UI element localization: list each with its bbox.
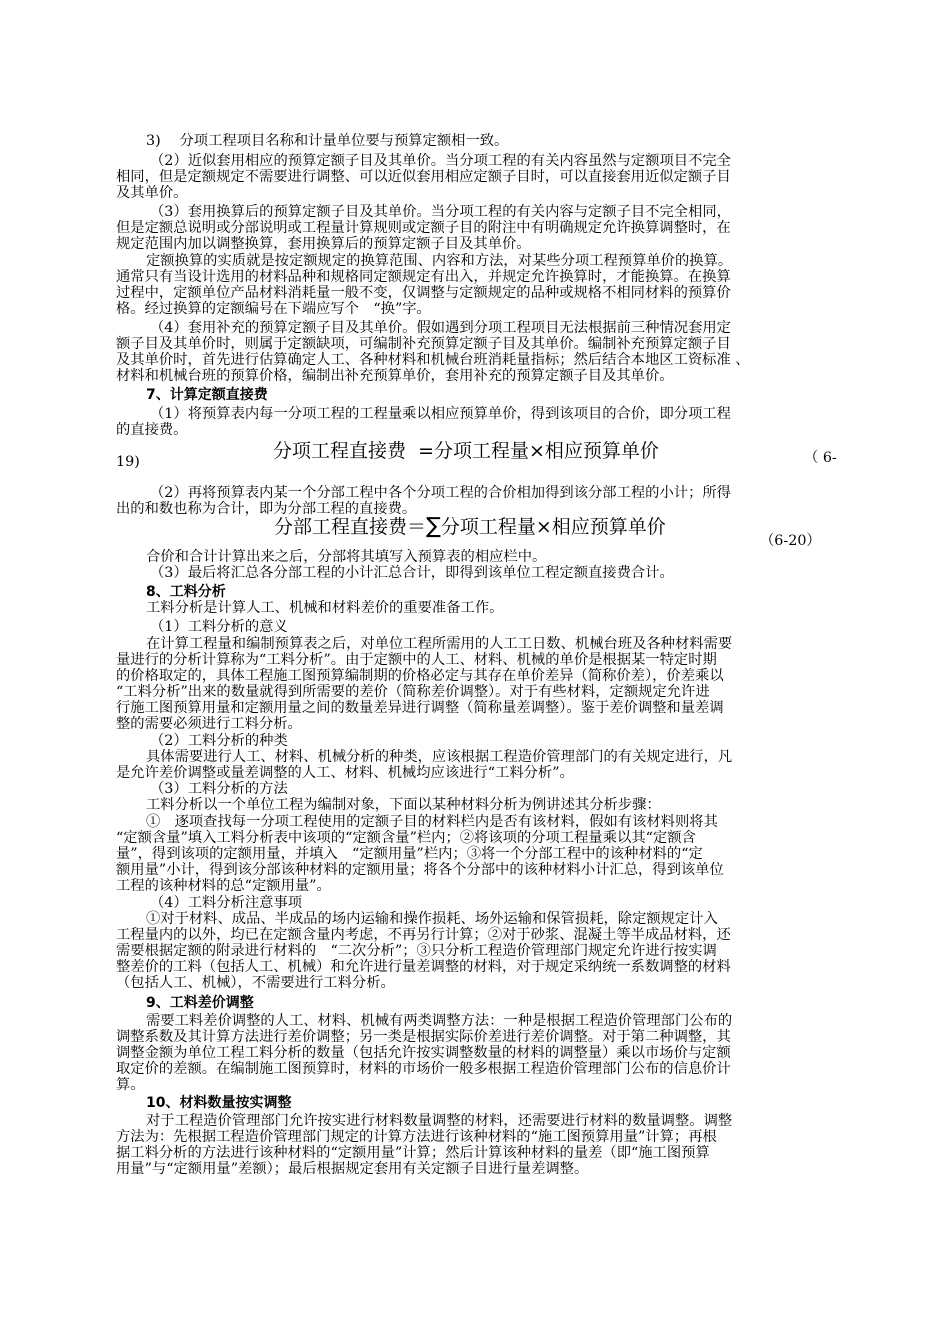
text-line: 及其单价时，首先进行估算确定人工、各种材料和机械台班消耗量指标；然后结合本地区工资标准 、 <box>116 352 750 368</box>
text-line: 工料分析以一个单位工程为编制对象，下面以某种材料分析为例讲述其分析步骤： <box>146 797 661 813</box>
text-line: （4）工料分析注意事项 <box>150 895 303 911</box>
text-line: 工料分析是计算人工、机械和材料差价的重要准备工作。 <box>146 600 504 616</box>
text-line: 工程的该种材料的总“定额用量”。 <box>116 878 331 894</box>
text-line: “定额含量”填入工料分析表中该项的“定额含量”栏内；②将该项的分项工程量乘以其“定额含 <box>116 830 696 846</box>
text-line: （4）套用补充的预算定额子目及其单价。假如遇到分项工程项目无法根据前三种情况套用定 <box>150 320 731 336</box>
text-line: （3）工料分析的方法 <box>150 781 288 797</box>
summation-symbol: ∑ <box>426 514 441 539</box>
text-line: （3）套用换算后的预算定额子目及其单价。当分项工程的有关内容与定额子目不完全相同， <box>150 204 731 220</box>
text-line: 3) 分项工程项目名称和计量单位要与预算定额相一致。 <box>146 133 509 149</box>
text-line: 合价和合计计算出来之后，分部将其填写入预算表的相应栏中。 <box>146 549 547 565</box>
text-line: 通常只有当设计选用的材料品种和规格同定额规定有出入，并规定允许换算时，才能换算。在换算 <box>116 269 731 285</box>
text-line: 算。 <box>116 1077 145 1093</box>
text-line: 对于工程造价管理部门允许按实进行材料数量调整的材料，还需要进行材料的数量调整。调整 <box>146 1113 733 1129</box>
text-line: 取定价的差额。在编制施工图预算时，材料的市场价一般多根据工程造价管理部门公布的信息价计 <box>116 1061 731 1077</box>
section-heading: 8、工料分析 <box>146 584 226 600</box>
text-line: 规定范围内加以调整换算，套用换算后的预算定额子目及其单价。 <box>116 236 531 252</box>
text-line: 在计算工程量和编制预算表之后，对单位工程所需用的人工工日数、机械台班及各种材料需要 <box>146 636 733 652</box>
text-line: 材料和机械台班的预算价格，编制出补充预算单价，套用补充的预算定额子目及其单价。 <box>116 368 674 384</box>
text-line: 量进行的分析计算称为“工料分析”。由于定额中的人工、材料、机械的单价是根据某一特定时期 <box>116 652 717 668</box>
text-line: 具体需要进行人工、材料、机械分析的种类，应该根据工程造价管理部门的有关规定进行，凡 <box>146 749 733 765</box>
section-heading: 7、计算定额直接费 <box>146 387 268 403</box>
formula-6-19 <box>273 440 659 462</box>
text-line: 调整金额为单位工程工料分析的数量（包括允许按实调整数量的材料的调整量）乘以市场价与定额 <box>116 1045 731 1061</box>
formula-6-19-left: 分项工程直接费 <box>273 440 407 462</box>
text-line: 定额换算的实质就是按定额规定的换算范围、内容和方法，对某些分项工程预算单价的换算。 <box>146 253 733 269</box>
text-line: 整差价的工料（包括人工、机械）和允许进行量差调整的材料，对于规定采纳统一系数调整的材料 <box>116 959 731 975</box>
formula-6-19-right: =分项工程量×相应预算单价 <box>418 440 659 462</box>
text-line: （1）工料分析的意义 <box>150 619 288 635</box>
text-line: （2）工料分析的种类 <box>150 733 288 749</box>
text-line: 量”，得到该项的定额用量，并填入 “定额用量”栏内；③将一个分部工程中的该种材料的“定 <box>116 846 703 862</box>
text-line: 出的和数也称为合计，即为分部工程的直接费。 <box>116 501 417 517</box>
text-line: （包括人工、机械），不需要进行工料分析。 <box>116 975 395 991</box>
text-line: 格。经过换算的定额编号在下端应写个 “换”字。 <box>116 301 431 317</box>
text-line: 的价格取定的，具体工程施工图预算编制期的价格必定与其存在单价差异（简称价差），价差乘以 <box>116 668 724 684</box>
text-line: 是允许差价调整或量差调整的人工、材料、机械均应该进行“工料分析”。 <box>116 765 574 781</box>
text-line: 但是定额总说明或分部说明或工程量计算规则或定额子目的附注中有明确规定允许换算调整时，在 <box>116 220 731 236</box>
text-line: （2）近似套用相应的预算定额子目及其单价。当分项工程的有关内容虽然与定额项目不完全 <box>150 153 731 169</box>
text-line: 需要工料差价调整的人工、材料、机械有两类调整方法：一种是根据工程造价管理部门公布的 <box>146 1013 733 1029</box>
text-line: 相同，但是定额规定不需要进行调整、可以近似套用相应定额子目时，可以直接套用近似定额子目 <box>116 169 731 185</box>
equation-number-6-20: （6-20） <box>760 533 821 549</box>
formula-6-20 <box>274 516 666 538</box>
formula-6-20-left: 分部工程直接费＝ <box>274 516 427 538</box>
text-line: 额用量”小计，得到该分部该种材料的定额用量；将各个分部中的该种材料小计汇总，得到该单位 <box>116 862 724 878</box>
text-line: （2）再将预算表内某一个分部工程中各个分项工程的合价相加得到该分部工程的小计；所得 <box>150 485 731 501</box>
equation-number-6-19: （ 6- <box>804 450 837 466</box>
section-heading: 9、工料差价调整 <box>146 995 254 1011</box>
text-line: 调整系数及其计算方法进行差价调整；另一类是根据实际价差进行差价调整。对于第二种调整，其 <box>116 1029 731 1045</box>
text-line: （1）将预算表内每一分项工程的工程量乘以相应预算单价，得到该项目的合价，即分项工程 <box>150 406 731 422</box>
text-line: 过程中，定额单位产品材料消耗量一般不变，仅调整与定额规定的品种或规格不相同材料的预算价 <box>116 285 731 301</box>
text-line: 整的需要必须进行工料分析。 <box>116 716 302 732</box>
formula-6-20-right: 分项工程量×相应预算单价 <box>440 516 666 538</box>
text-line: 行施工图预算用量和定额用量之间的数量差异进行调整（简称量差调整）。鉴于差价调整和量差调 <box>116 700 724 716</box>
text-line: 19) <box>116 454 140 470</box>
text-line: （3）最后将汇总各分部工程的小计汇总合计，即得到该单位工程定额直接费合计。 <box>150 565 674 581</box>
text-line: ①对于材料、成品、半成品的场内运输和操作损耗、场外运输和保管损耗，除定额规定计入 <box>146 911 718 927</box>
text-line: 据工料分析的方法进行该种材料的“定额用量”计算；然后计算该种材料的量差（即“施工图预算 <box>116 1145 710 1161</box>
text-line: 用量”与“定额用量”差额）；最后根据规定套用有关定额子目进行量差调整。 <box>116 1161 589 1177</box>
text-line: ① 逐项查找每一分项工程使用的定额子目的材料栏内是否有该材料，假如有该材料则将其 <box>146 814 718 830</box>
text-line: 工程量内的以外，均已在定额含量内考虑，不再另行计算；②对于砂浆、混凝土等半成品材料，还 <box>116 927 731 943</box>
text-line: 及其单价。 <box>116 185 188 201</box>
text-line: 需要根据定额的附录进行材料的 “二次分析”；③只分析工程造价管理部门规定允许进行按实调 <box>116 943 717 959</box>
text-line: “工料分析”出来的数量就得到所需要的差价（简称差价调整）。对于有些材料，定额规定允许进 <box>116 684 710 700</box>
section-heading: 10、材料数量按实调整 <box>146 1095 292 1111</box>
text-line: 额子目及其单价时，则属于定额缺项，可编制补充预算定额子目及其单价。编制补充预算定额子目 <box>116 336 731 352</box>
text-line: 方法为：先根据工程造价管理部门规定的计算方法进行该种材料的“施工图预算用量”计算；再根 <box>116 1129 717 1145</box>
text-line: 的直接费。 <box>116 422 188 438</box>
